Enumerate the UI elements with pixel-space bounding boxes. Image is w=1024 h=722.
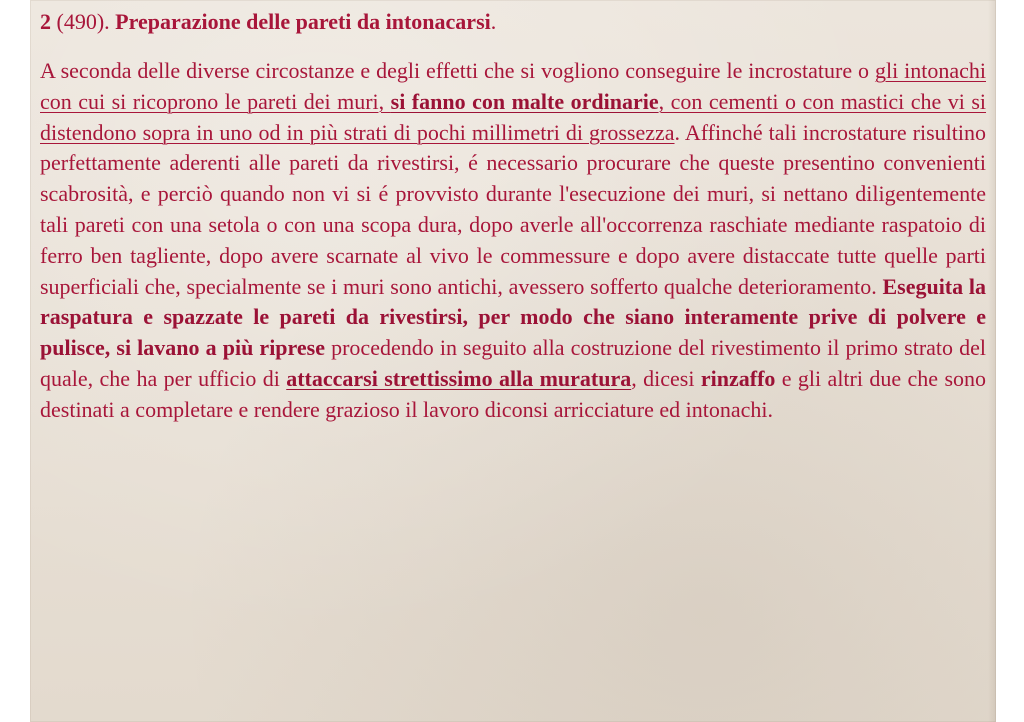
- bold-text-run: Eseguita la raspatura e spazzate le pareti da rivestirsi, per modo che siano interamente prive di polvere e pulisce, si lavano a più riprese: [40, 273, 986, 361]
- text-run: procedendo in seguito alla costruzione del rivestimento il primo strato del quale, che ha per ufficio di: [40, 335, 986, 391]
- section-title: Preparazione delle pareti da intonacarsi: [115, 9, 491, 34]
- section-heading: [40, 7, 986, 37]
- text-run: , dicesi: [631, 365, 701, 391]
- bold-underlined-text-run: attaccarsi strettissimo alla muratura: [286, 365, 632, 391]
- heading-period: .: [490, 9, 497, 34]
- underlined-text-run: gli intonachi con cui si ricoprono le pareti dei muri,: [40, 58, 986, 114]
- section-number: 2: [40, 9, 51, 34]
- text-run: A seconda delle diverse circostanze e degli effetti che si vogliono conseguire le incrostature o: [40, 58, 875, 83]
- text-run: . Affinché tali incrostature risultino perfettamente aderenti alle pareti da rivestirsi, é necessario procurare che queste presentino convenienti scabrosità, e perciò quando non vi si é provvisto durante l'esecuzione dei muri, si nettano diligentemente tali pareti con una setola o con una scopa dura, dopo averle all'occorrenza raschiate mediante raspatoio di ferro ben tagliente, dopo avere scarnate al vivo le commessure e dopo avere distaccate tutte quelle parti superficiali che, specialmente se i muri sono antichi, avessero sofferto qualche deterioramento.: [40, 119, 986, 299]
- section-reference: (490).: [51, 9, 116, 34]
- bold-underlined-text-run: si fanno con malte ordinarie: [390, 88, 659, 114]
- text-run: e gli altri due che sono destinati a completare e rendere grazioso il lavoro diconsi arricciature ed intonachi.: [40, 365, 987, 422]
- underlined-text-run: , con cementi o con mastici che vi si distendono sopra in uno od in più strati di pochi millimetri di grossezza: [40, 88, 987, 145]
- body-paragraph: [40, 56, 986, 426]
- bold-text-run: rinzaffo: [700, 365, 776, 391]
- document-page: [30, 0, 996, 722]
